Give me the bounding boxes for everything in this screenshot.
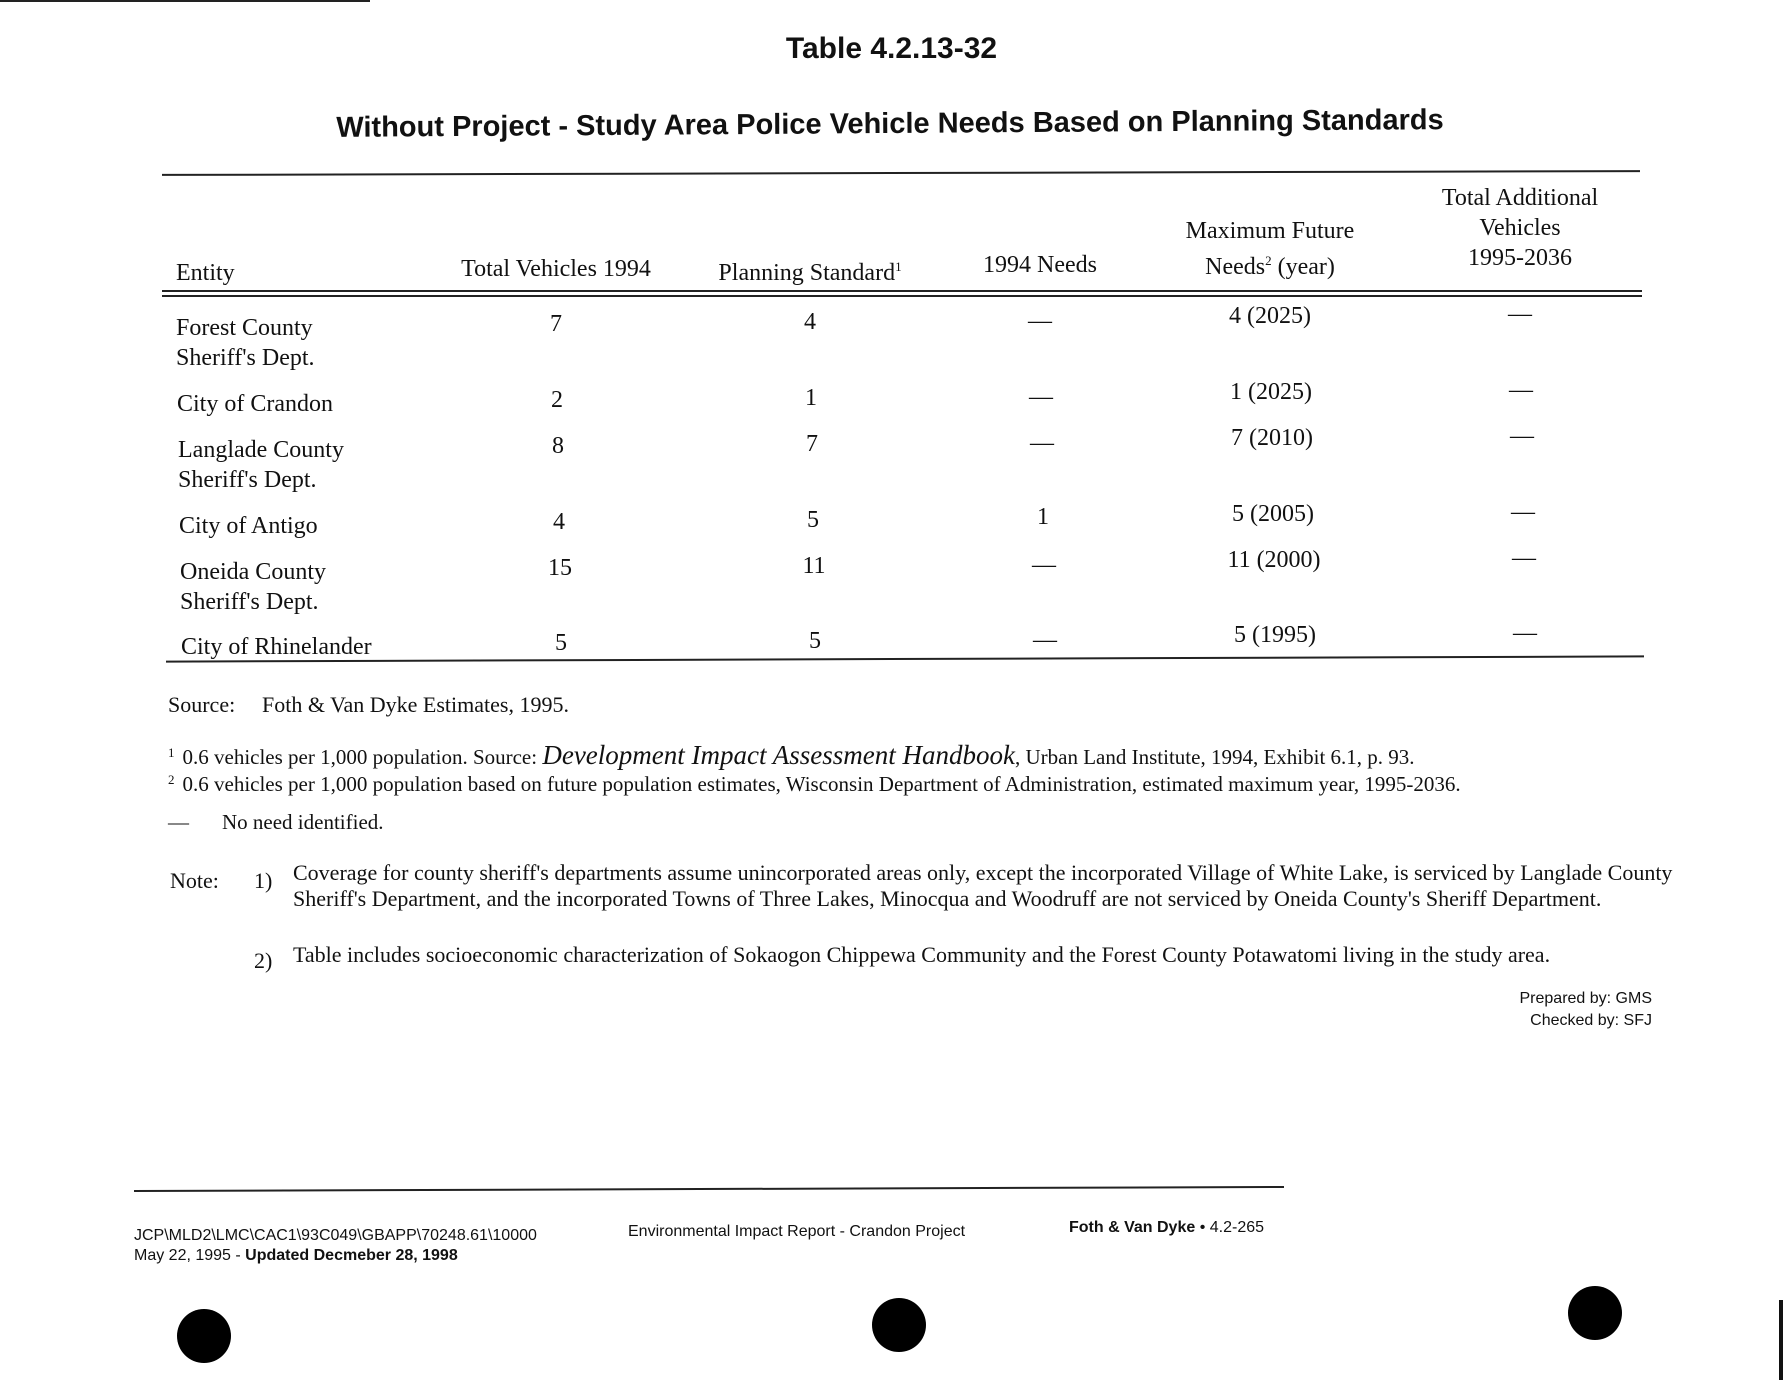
header-planning-standard <box>700 252 920 288</box>
max-future-cell: 5 (1995) <box>1234 622 1316 648</box>
header-max-future-line1: Maximum Future <box>1185 218 1355 244</box>
footer-report-title: Environmental Impact Report - Crandon Project <box>628 1223 966 1240</box>
footnote-2-mark: 2 <box>168 772 175 787</box>
entity-name: Langlade County <box>178 437 344 463</box>
total-vehicles-cell: 15 <box>548 555 572 581</box>
footnote-1 <box>168 740 1415 771</box>
header-total-additional-line2: Vehicles <box>1479 215 1561 241</box>
top-edge-line <box>0 0 370 2</box>
footer-company: Foth & Van Dyke <box>1069 1219 1196 1236</box>
entity-name: Forest County <box>176 315 313 341</box>
1994-needs-cell: — <box>1029 384 1053 410</box>
max-future-cell: 5 (2005) <box>1232 501 1314 527</box>
footer-page-number: • 4.2-265 <box>1195 1219 1265 1236</box>
total-vehicles-cell: 5 <box>555 630 567 656</box>
footnote-1-book-title: Development Impact Assessment Handbook <box>542 740 1015 770</box>
entity-subname: Sheriff's Dept. <box>178 467 317 493</box>
source-label: Source: <box>168 692 236 717</box>
1994-needs-cell: — <box>1028 308 1052 334</box>
max-future-cell: 11 (2000) <box>1227 547 1321 573</box>
total-additional-cell: — <box>1509 377 1533 403</box>
total-additional-cell: — <box>1508 301 1532 327</box>
footnote-dash <box>168 810 384 835</box>
punch-hole-left <box>177 1309 231 1363</box>
entity-name: City of Rhinelander <box>181 634 372 660</box>
footer-page-info <box>1069 1218 1264 1238</box>
total-additional-cell: — <box>1512 545 1536 571</box>
header-max-future-line2 <box>1150 246 1390 282</box>
footnote-2 <box>168 772 1461 797</box>
source-line <box>168 692 569 718</box>
total-vehicles-cell: 7 <box>550 311 562 337</box>
footer-date-original: May 22, 1995 - <box>134 1247 246 1264</box>
total-additional-cell: — <box>1511 499 1535 525</box>
header-rule-2 <box>162 295 1642 297</box>
footer-date-updated: Updated Decmeber 28, 1998 <box>245 1247 458 1264</box>
footnote-1-rest: , Urban Land Institute, 1994, Exhibit 6.1, p. 93. <box>1015 745 1415 769</box>
entity-name: City of Antigo <box>179 513 318 539</box>
planning-standard-cell: 4 <box>804 309 816 335</box>
1994-needs-cell: 1 <box>1037 504 1049 530</box>
table-number: Table 4.2.13-32 <box>785 32 998 65</box>
header-max-future-footnote: 2 <box>1265 253 1272 268</box>
footnote-dash-text: No need identified. <box>222 810 384 834</box>
header-rule-1 <box>162 290 1642 292</box>
entity-cell <box>176 313 315 373</box>
total-vehicles-cell: 2 <box>551 387 563 413</box>
header-max-future-year: (year) <box>1271 254 1335 280</box>
planning-standard-cell: 7 <box>806 431 818 457</box>
entity-cell <box>181 632 372 662</box>
punch-hole-right <box>1568 1286 1622 1340</box>
entity-subname: Sheriff's Dept. <box>176 345 315 371</box>
right-edge-line <box>1779 1300 1783 1380</box>
header-total-additional-line1: Total Additional <box>1441 185 1599 211</box>
max-future-cell: 7 (2010) <box>1231 425 1313 451</box>
footer-rule <box>134 1186 1284 1192</box>
footnote-dash-mark: — <box>168 810 189 834</box>
note-1-number: 1) <box>254 868 273 893</box>
footer-file-path <box>134 1226 537 1266</box>
footer-date <box>134 1246 537 1266</box>
table-title: Without Project - Study Area Police Vehicle Needs Based on Planning Standards <box>336 104 1444 144</box>
1994-needs-cell: — <box>1030 430 1054 456</box>
footnote-2-text: 0.6 vehicles per 1,000 population based on future population estimates, Wisconsin Department of Administration, estimated maximum year, 1995-2036. <box>182 772 1461 796</box>
header-max-future <box>1150 216 1390 282</box>
header-1994-needs: 1994 Needs <box>983 252 1097 278</box>
1994-needs-cell: — <box>1033 627 1057 653</box>
entity-cell <box>178 435 344 495</box>
entity-name: City of Crandon <box>177 391 333 417</box>
footer-path-text: JCP\MLD2\LMC\CAC1\93C049\GBAPP\70248.61\10000 <box>134 1227 537 1244</box>
note-1-text: Coverage for county sheriff's departments assume unincorporated areas only, except the incorporated Village of White Lake, is serviced by Langlade County Sheriff's Department, and the incorporated Towns of Three Lakes, Minocqua and Woodruff are not serviced by Oneida County's Sheriff Department. <box>293 860 1673 911</box>
entity-name: Oneida County <box>180 559 326 585</box>
planning-standard-cell: 1 <box>805 385 817 411</box>
header-entity: Entity <box>176 260 235 286</box>
source-text: Foth & Van Dyke Estimates, 1995. <box>262 692 569 717</box>
header-total-vehicles: Total Vehicles 1994 <box>461 256 651 282</box>
footnote-1-text: 0.6 vehicles per 1,000 population. Source: <box>182 745 543 769</box>
footnote-1-mark: 1 <box>168 745 175 760</box>
total-additional-cell: — <box>1510 423 1534 449</box>
max-future-cell: 1 (2025) <box>1230 379 1312 405</box>
header-total-additional <box>1400 183 1640 273</box>
entity-subname: Sheriff's Dept. <box>180 589 319 615</box>
checked-by: Checked by: SFJ <box>1530 1012 1652 1029</box>
total-vehicles-cell: 4 <box>553 509 565 535</box>
header-max-future-needs: Needs <box>1205 254 1266 280</box>
header-planning-standard-footnote: 1 <box>895 259 902 274</box>
header-total-additional-line3: 1995-2036 <box>1468 245 1572 271</box>
note-2-number: 2) <box>254 948 273 973</box>
total-additional-cell: — <box>1513 620 1537 646</box>
prepared-by: Prepared by: GMS <box>1519 990 1652 1007</box>
entity-cell <box>179 511 318 541</box>
planning-standard-cell: 5 <box>809 628 821 654</box>
entity-cell <box>180 557 326 617</box>
table-bottom-rule <box>166 655 1644 662</box>
max-future-cell: 4 (2025) <box>1229 303 1311 329</box>
planning-standard-cell: 11 <box>802 553 826 579</box>
table-top-rule <box>162 170 1640 176</box>
total-vehicles-cell: 8 <box>552 433 564 459</box>
note-2-text: Table includes socioeconomic characterization of Sokaogon Chippewa Community and the Forest County Potawatomi living in the study area. <box>293 942 1551 967</box>
header-planning-standard-text: Planning Standard <box>718 260 896 286</box>
punch-hole-center <box>872 1298 926 1352</box>
note-label: Note: <box>170 868 219 893</box>
planning-standard-cell: 5 <box>807 507 819 533</box>
entity-cell <box>177 389 333 419</box>
1994-needs-cell: — <box>1032 552 1056 578</box>
